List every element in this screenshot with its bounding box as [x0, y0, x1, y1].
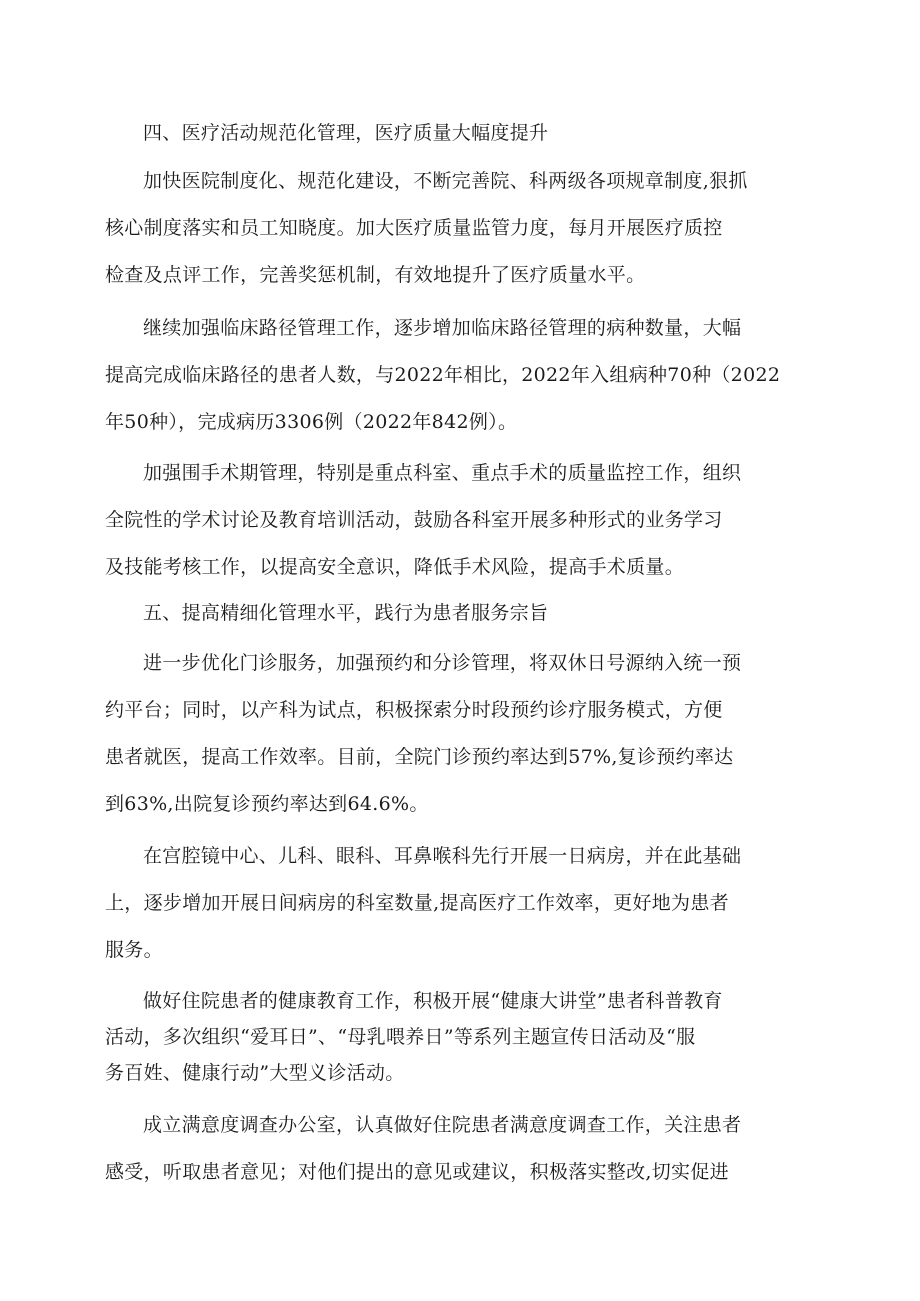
paragraph-line: 进一步优化门诊服务，加强预约和分诊管理，将双休日号源纳入统一预 [143, 652, 742, 674]
paragraph-4 [105, 640, 795, 828]
paragraph-5 [105, 833, 795, 974]
paragraph-7 [105, 1102, 795, 1196]
paragraph-line: 核心制度落实和员工知晓度。加大医疗质量监管力度，每月开展医疗质控 [105, 217, 723, 239]
heading-text: 四、医疗活动规范化管理，医疗质量大幅度提升 [143, 122, 549, 144]
paragraph-line: 及技能考核工作，以提高安全意识，降低手术风险，提高手术质量。 [105, 556, 685, 578]
section-heading-5 [105, 590, 795, 637]
paragraph-line: 活动，多次组织“爱耳日”、“母乳喂养日”等系列主题宣传日活动及“服 [105, 1026, 696, 1048]
paragraph-line: 务百姓、健康行动”大型义诊活动。 [105, 1062, 405, 1084]
paragraph-line: 提高完成临床路径的患者人数，与2022年相比，2022年入组病种70种（2022 [105, 364, 781, 386]
paragraph-line: 全院性的学术讨论及教育培训活动，鼓励各科室开展多种形式的业务学习 [105, 509, 723, 531]
paragraph-2 [105, 305, 795, 446]
paragraph-line: 检查及点评工作，完善奖惩机制，有效地提升了医疗质量水平。 [105, 264, 646, 286]
paragraph-line: 做好住院患者的健康教育工作，积极开展“健康大讲堂”患者科普教育 [143, 990, 723, 1012]
paragraph-line: 感受，听取患者意见；对他们提出的意见或建议，积极落实整改,切实促进 [105, 1161, 729, 1183]
paragraph-line: 加快医院制度化、规范化建设，不断完善院、科两级各项规章制度,狠抓 [143, 170, 748, 192]
paragraph-line: 在宫腔镜中心、儿科、眼科、耳鼻喉科先行开展一日病房，并在此基础 [143, 845, 742, 867]
section-heading-4 [105, 110, 795, 157]
paragraph-line: 患者就医，提高工作效率。目前，全院门诊预约率达到57%,复诊预约率达 [105, 746, 734, 768]
paragraph-line: 加强围手术期管理，特别是重点科室、重点手术的质量监控工作，组织 [143, 462, 742, 484]
paragraph-line: 成立满意度调查办公室，认真做好住院患者满意度调查工作，关注患者 [143, 1114, 742, 1136]
paragraph-line: 上，逐步增加开展日间病房的科室数量,提高医疗工作效率，更好地为患者 [105, 892, 729, 914]
paragraph-1 [105, 158, 795, 299]
paragraph-line: 年50种），完成病历3306例（2022年842例）。 [105, 411, 518, 433]
paragraph-line: 继续加强临床路径管理工作，逐步增加临床路径管理的病种数量，大幅 [143, 317, 742, 339]
paragraph-line: 服务。 [105, 939, 163, 961]
paragraph-line: 约平台；同时，以产科为试点，积极探索分时段预约诊疗服务模式，方便 [105, 699, 723, 721]
paragraph-3 [105, 450, 795, 591]
paragraph-line: 到63%,出院复诊预约率达到64.6%。 [105, 793, 429, 815]
paragraph-6 [105, 983, 795, 1091]
heading-text: 五、提高精细化管理水平，践行为患者服务宗旨 [143, 602, 549, 624]
